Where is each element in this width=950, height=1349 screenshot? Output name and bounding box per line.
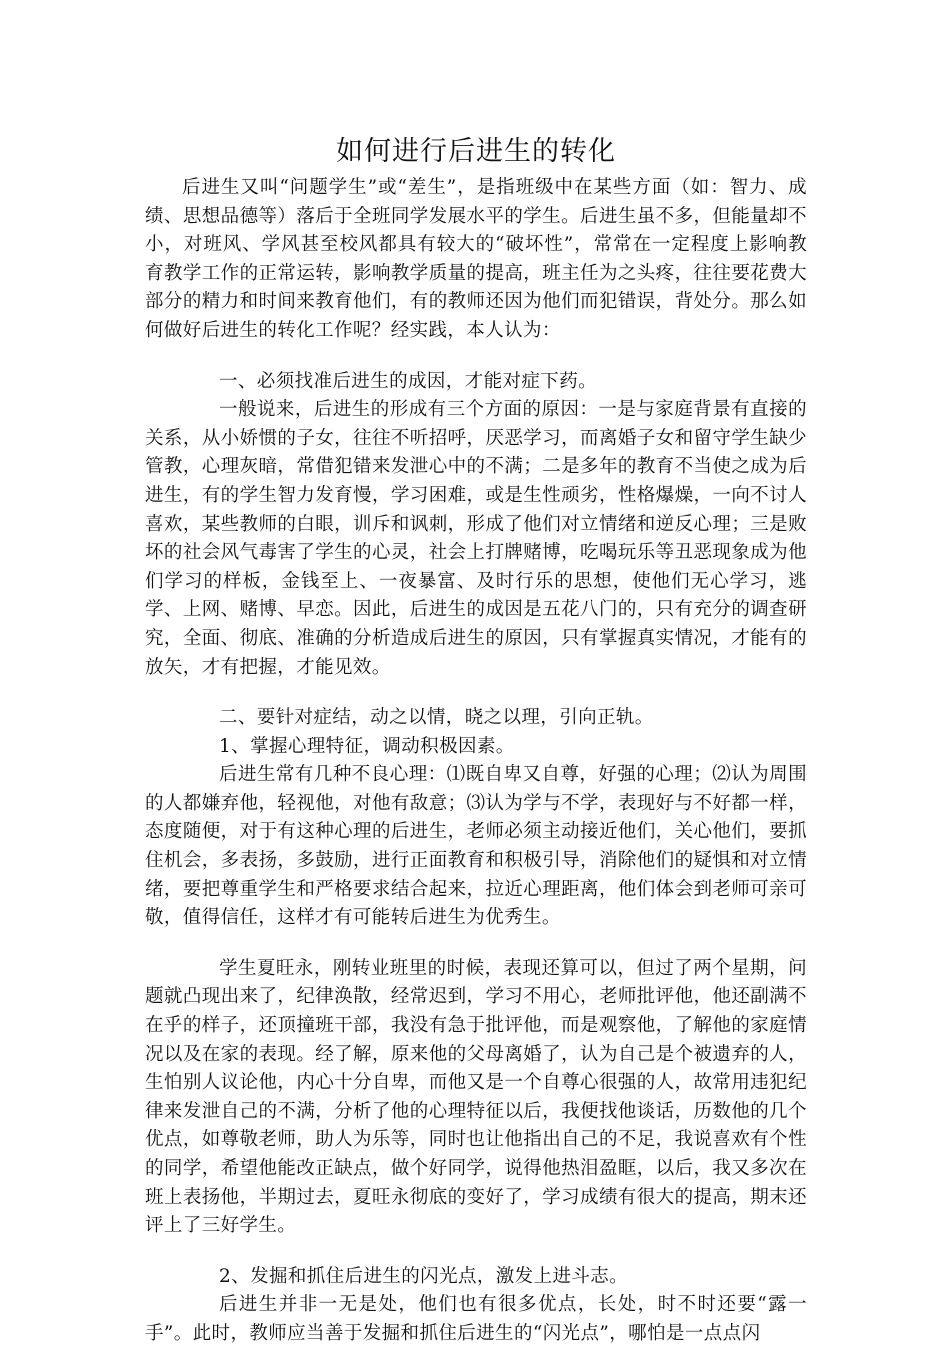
paragraph-gap xyxy=(145,933,807,955)
body-paragraph: 后进生常有几种不良心理：⑴既自卑又自尊，好强的心理；⑵认为周围的人都嫌弃他，轻视他，对他有敌意；⑶认为学与不学，表现好与不好都一样，态度随便，对于有这种心理的后进生，老师必须主动接近他们，关心他们，要抓住机会，多表扬，多鼓励，进行正面教育和积极引导，消除他们的疑惧和对立情绪，要把尊重学生和严格要求结合起来，拉近心理距离，他们体会到老师可亲可敬，值得信任，这样才有可能转后进生为优秀生。 xyxy=(145,764,807,929)
subsection-heading-1: 1、掌握心理特征，调动积极因素。 xyxy=(219,735,515,757)
document-page xyxy=(145,130,807,1349)
subsection-heading-2: 2、发掘和抓住后进生的闪光点，激发上进斗志。 xyxy=(219,1265,629,1287)
paragraph-gap xyxy=(145,346,807,368)
section-heading-1: 一、必须找准后进生的成因，才能对症下药。 xyxy=(219,370,598,392)
example-paragraph: 学生夏旺永，刚转业班里的时候，表现还算可以，但过了两个星期，问题就凸现出来了，纪律涣散，经常迟到，学习不用心，老师批评他，他还副满不在乎的样子，还顶撞班干部，我没有急于批评他，而是观察他，了解他的家庭情况以及在家的表现。经了解，原来他的父母离婚了，认为自己是个被遗弃的人，生怕别人议论他，内心十分自卑，而他又是一个自尊心很强的人，故常用违犯纪律来发泄自己的不满，分析了他的心理特征以后，我便找他谈话，历数他的几个优点，如尊敬老师，助人为乐等，同时也让他指出自己的不足，我说喜欢有个性的同学，希望他能改正缺点，做个好同学，说得他热泪盈眶，以后，我又多次在班上表扬他，半期过去，夏旺永彻底的变好了，学习成绩有很大的提高，期末还评上了三好学生。 xyxy=(145,957,807,1237)
paragraph-gap xyxy=(145,682,807,704)
intro-paragraph: 后进生又叫“问题学生”或“差生”，是指班级中在某些方面（如：智力、成绩、思想品德等）落后于全班同学发展水平的学生。后进生虽不多，但能量却不小，对班风、学风甚至校风都具有较大的“破坏性”，常常在一定程度上影响教育教学工作的正常运转，影响教学质量的提高，班主任为之头疼，往往要花费大部分的精力和时间来教育他们，有的教师还因为他们而犯错误，背处分。那么如何做好后进生的转化工作呢？经实践，本人认为： xyxy=(145,177,807,341)
section-heading-2: 二、要针对症结，动之以情，晓之以理，引向正轨。 xyxy=(219,707,654,729)
paragraph-gap xyxy=(145,1241,807,1263)
body-paragraph: 一般说来，后进生的形成有三个方面的原因：一是与家庭背景有直接的关系，从小娇惯的子女，往往不听招呼，厌恶学习，而离婚子女和留守学生缺少管教，心理灰暗，常借犯错来发泄心中的不满；二是多年的教育不当使之成为后进生，有的学生智力发育慢，学习困难，或是生性顽劣，性格爆燥，一向不讨人喜欢，某些教师的白眼，训斥和讽刺，形成了他们对立情绪和逆反心理；三是败坏的社会风气毒害了学生的心灵，社会上打牌赌博，吃喝玩乐等丑恶现象成为他们学习的样板，金钱至上、一夜暴富、及时行乐的思想，使他们无心学习，逃学、上网、赌博、早恋。因此，后进生的成因是五花八门的，只有充分的调查研究，全面、彻底、准确的分析造成后进生的原因，只有掌握真实情况，才能有的放矢，才有把握，才能见效。 xyxy=(145,399,807,678)
body-paragraph: 后进生并非一无是处，他们也有很多优点，长处，时不时还要“露一手”。此时，教师应当善于发掘和抓住后进生的“闪光点”，哪怕是一点点闪 xyxy=(145,1294,807,1344)
document-title: 如何进行后进生的转化 xyxy=(336,136,616,167)
